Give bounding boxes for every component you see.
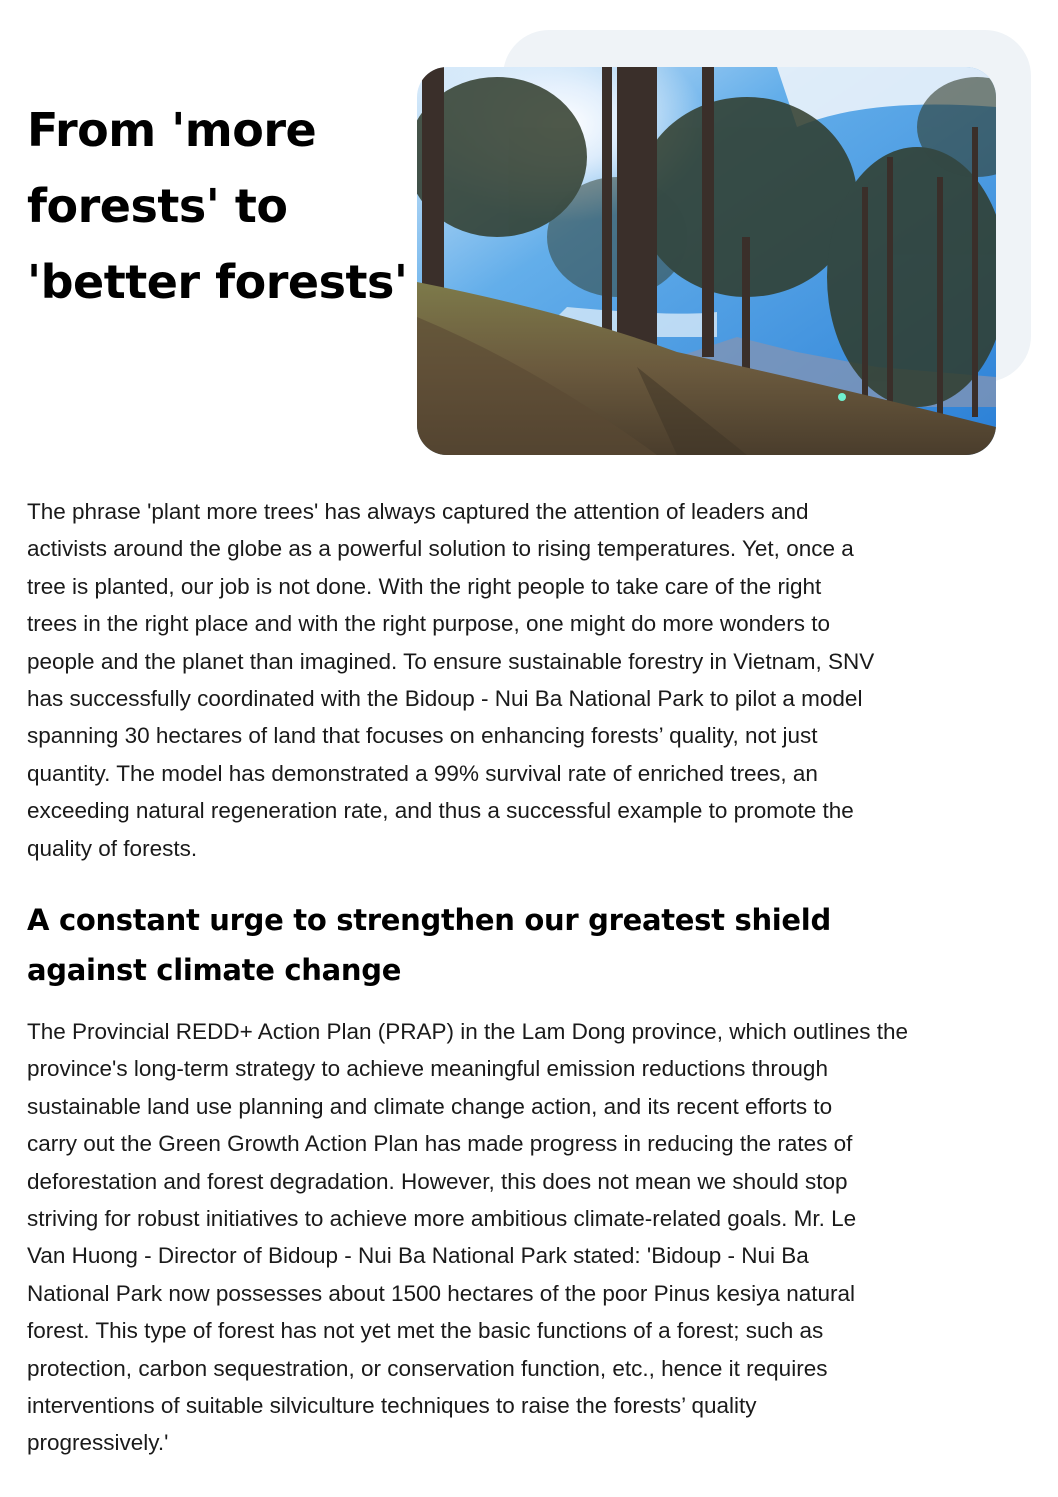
section-paragraph [27,1013,908,1462]
text-line: quality of forests. [27,835,198,861]
text-line: progressively.' [27,1430,169,1456]
text-line: The Provincial REDD+ Action Plan (PRAP) in the Lam Dong province, which outlines the [27,1019,909,1044]
text-line: Van Huong - Director of Bidoup - Nui Ba National Park stated: 'Bidoup - Nui Ba [27,1243,809,1269]
text-line: carry out the Green Growth Action Plan has made progress in reducing the rates of [27,1131,853,1157]
text-line: people and the planet than imagined. To ensure sustainable forestry in Vietnam, SNV [27,648,875,674]
pine-forest-photo-icon [417,67,996,455]
intro-paragraph [27,493,874,867]
text-line: tree is planted, our job is not done. With the right people to take care of the right [27,573,822,599]
section-heading [27,895,831,995]
text-line: interventions of suitable silviculture techniques to raise the forests’ quality [27,1393,757,1419]
heading-line: against climate change [27,953,402,987]
text-line: trees in the right place and with the right purpose, one might do more wonders to [27,611,830,637]
text-line: forest. This type of forest has not yet met the basic functions of a forest; such as [27,1318,824,1344]
text-line: quantity. The model has demonstrated a 99% survival rate of enriched trees, an [27,760,818,786]
text-line: spanning 30 hectares of land that focuses on enhancing forests’ quality, not just [27,723,818,749]
page-title [27,92,427,320]
text-line: deforestation and forest degradation. However, this does not mean we should stop [27,1168,848,1194]
text-line: activists around the globe as a powerful solution to rising temperatures. Yet, once a [27,536,854,562]
title-line: 'better forests' [27,255,408,309]
text-line: has successfully coordinated with the Bidoup - Nui Ba National Park to pilot a model [27,686,863,712]
text-line: sustainable land use planning and climate change action, and its recent efforts to [27,1093,833,1119]
title-line: From 'more [27,103,317,157]
title-line: forests' to [27,179,288,233]
heading-line: A constant urge to strengthen our greatest shield [27,903,831,937]
text-line: exceeding natural regeneration rate, and thus a successful example to promote the [27,798,854,824]
forest-photo [417,67,996,455]
text-line: striving for robust initiatives to achieve more ambitious climate-related goals. Mr. Le [27,1206,857,1232]
text-line: province's long-term strategy to achieve meaningful emission reductions through [27,1056,828,1082]
text-line: National Park now possesses about 1500 hectares of the poor Pinus kesiya natural [27,1280,855,1306]
text-line: protection, carbon sequestration, or conservation function, etc., hence it requires [27,1355,828,1381]
text-line: The phrase 'plant more trees' has always captured the attention of leaders and [27,499,809,524]
